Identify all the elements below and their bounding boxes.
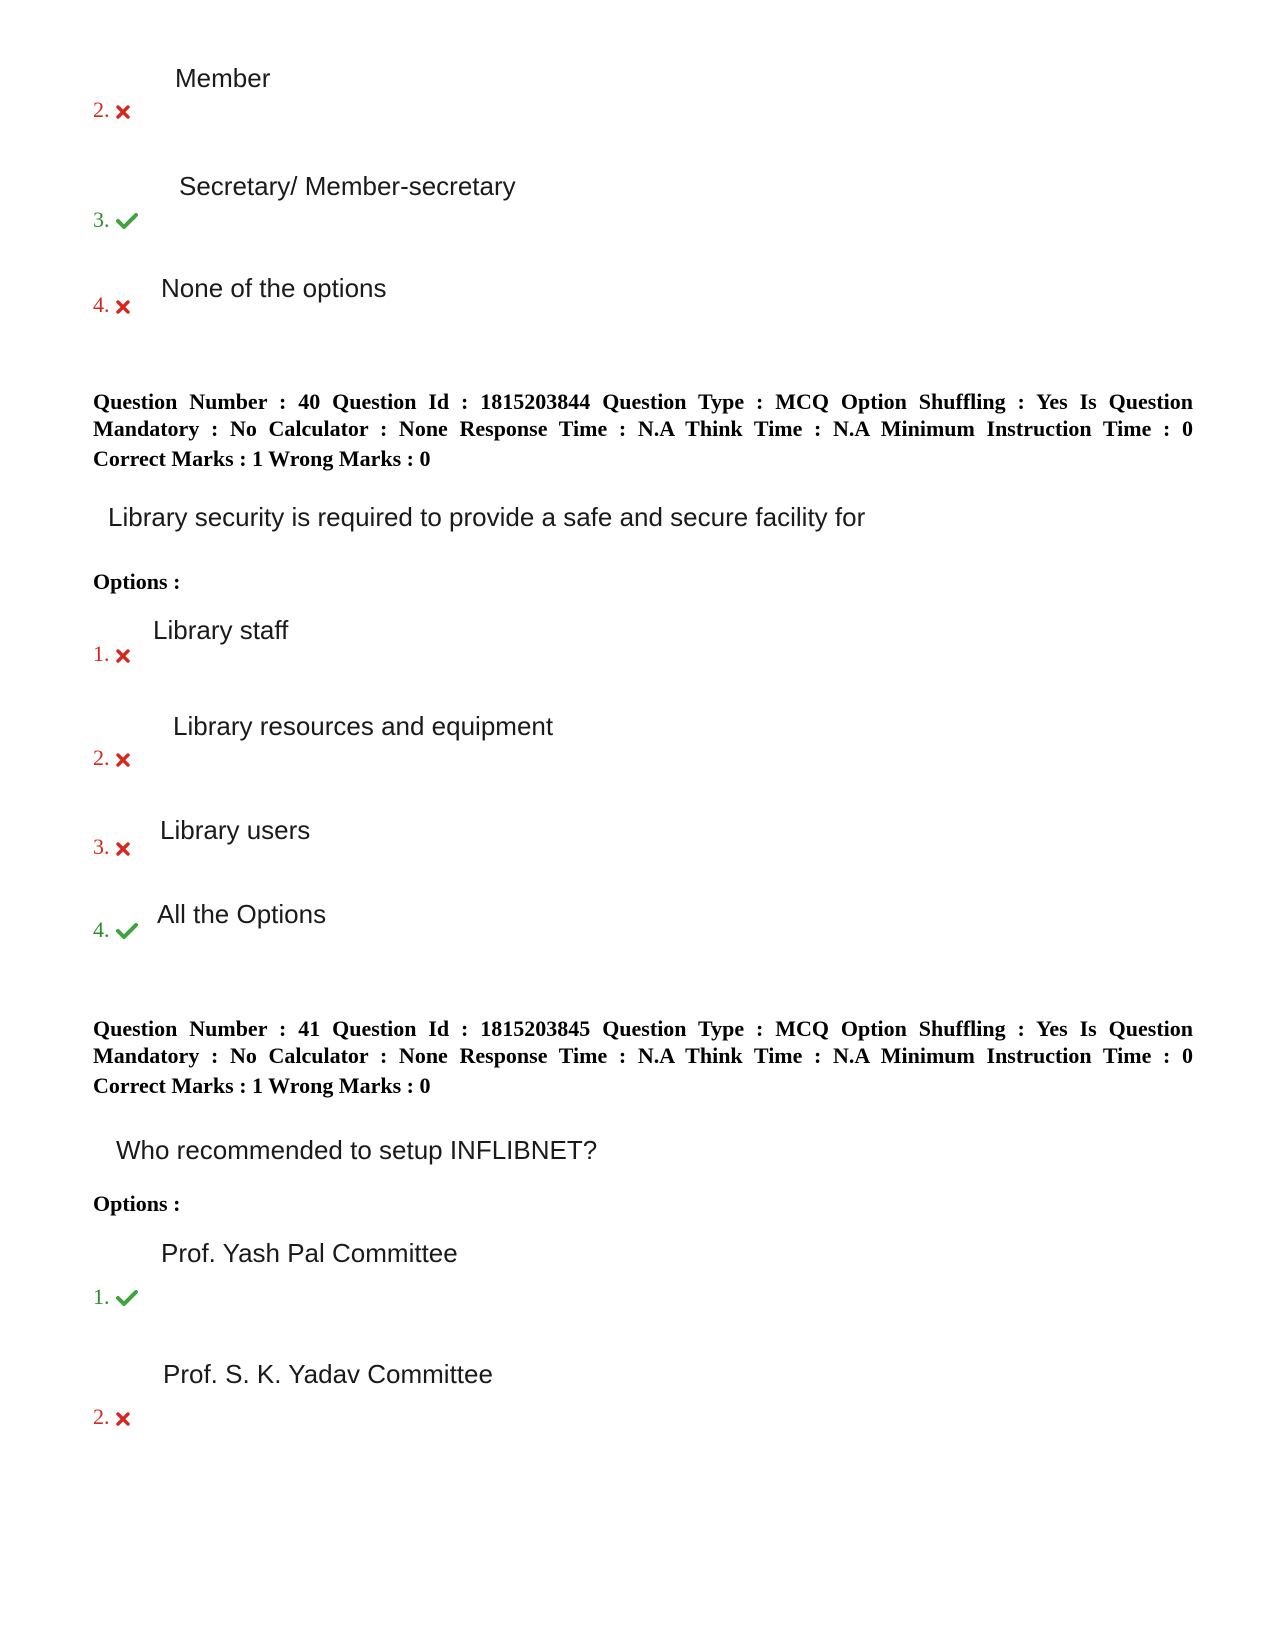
option-text: Library users [160,815,311,845]
question-meta-line: Mandatory : No Calculator : None Response Time : N.A Think Time : N.A Minimum Instruction Time : 0 [93,1043,1193,1068]
cross-icon [116,838,130,860]
option-text: None of the options [161,273,387,303]
option-text: Library staff [153,615,289,645]
option-number-correct [93,1286,138,1310]
options-label: Options : [93,1191,181,1216]
check-icon [116,1288,138,1310]
question-text: Who recommended to setup INFLIBNET? [116,1135,598,1165]
question-meta-line: Question Number : 41 Question Id : 1815203845 Question Type : MCQ Option Shuffling : Yes Is Question [93,1016,1193,1041]
option-text: All the Options [157,899,327,929]
cross-icon [116,749,130,771]
option-number-correct [93,209,138,233]
option-number: 2. [93,1404,110,1429]
option-number: 1. [93,1284,110,1309]
options-label: Options : [93,569,181,594]
question-text: Library security is required to provide a safe and secure facility for [108,502,866,532]
option-number-wrong [93,643,130,667]
cross-icon [116,296,130,318]
option-number: 1. [93,641,110,666]
option-number-correct [93,919,138,943]
question-meta-line: Question Number : 40 Question Id : 1815203844 Question Type : MCQ Option Shuffling : Yes Is Question [93,389,1193,414]
cross-icon [116,645,130,667]
option-number: 2. [93,97,110,122]
option-text: Library resources and equipment [173,711,554,741]
option-number: 4. [93,917,110,942]
cross-icon [116,1408,130,1430]
option-number-wrong [93,99,130,123]
option-number-wrong [93,836,130,860]
question-meta-line: Mandatory : No Calculator : None Response Time : N.A Think Time : N.A Minimum Instruction Time : 0 [93,416,1193,441]
option-number-wrong [93,747,130,771]
option-number-wrong [93,294,130,318]
check-icon [116,921,138,943]
check-icon [116,211,138,233]
option-number: 2. [93,745,110,770]
option-text: Prof. S. K. Yadav Committee [163,1359,493,1389]
question-meta [93,388,1193,442]
option-number: 4. [93,292,110,317]
question-marks: Correct Marks : 1 Wrong Marks : 0 [93,1073,431,1098]
option-text: Prof. Yash Pal Committee [161,1238,458,1268]
question-marks: Correct Marks : 1 Wrong Marks : 0 [93,446,431,471]
question-meta [93,1015,1193,1069]
option-number: 3. [93,207,110,232]
option-text: Member [175,63,271,93]
option-number: 3. [93,834,110,859]
option-number-wrong [93,1406,130,1430]
cross-icon [116,101,130,123]
option-text: Secretary/ Member-secretary [179,171,516,201]
